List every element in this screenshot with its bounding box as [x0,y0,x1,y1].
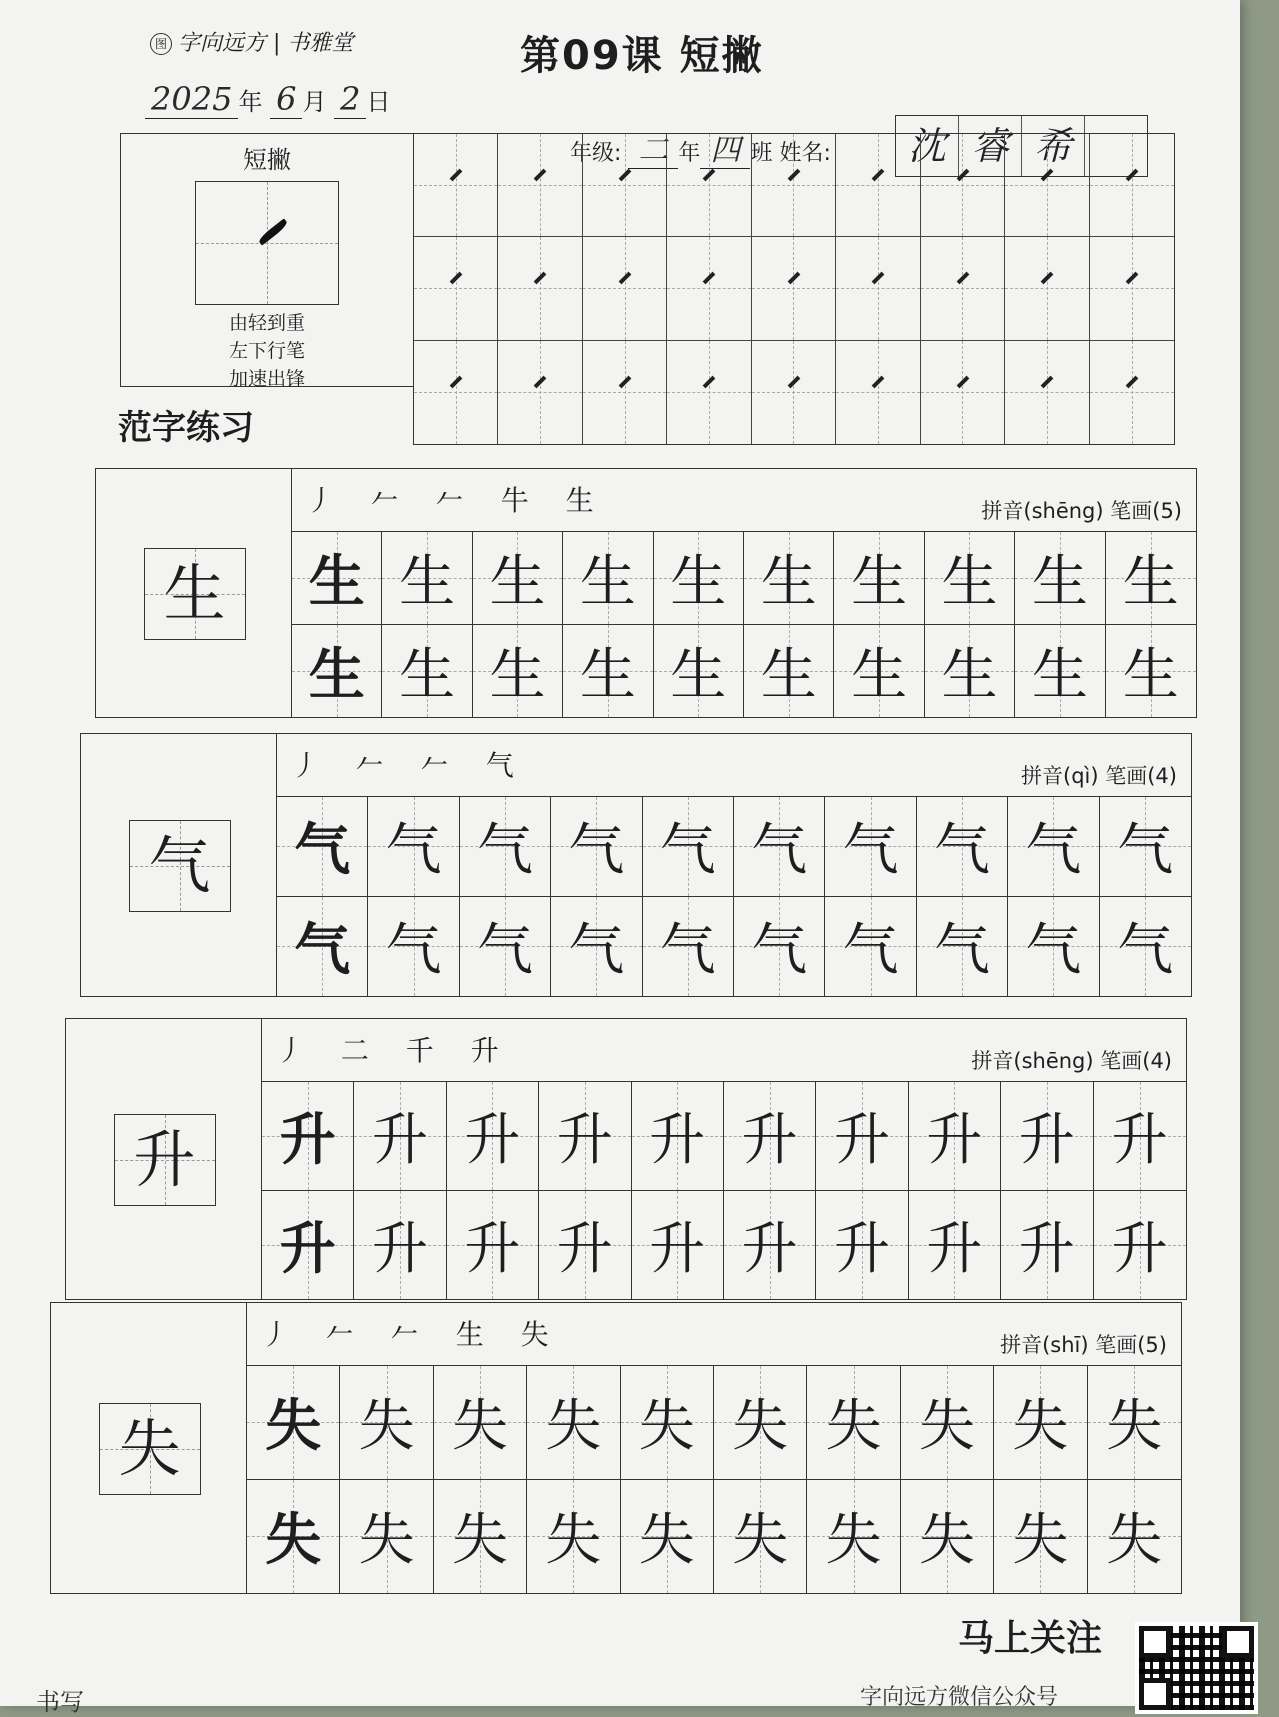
writing-cell[interactable] [563,532,653,625]
writing-cell[interactable] [807,1366,900,1480]
section-title: 范字练习 [118,408,254,448]
block-header [292,469,1196,532]
writing-cell[interactable] [527,1480,620,1594]
written-character: 气 [568,818,625,884]
written-character: 升 [279,1215,336,1282]
writing-cell[interactable] [909,1082,1001,1191]
written-character: 气 [751,918,808,984]
writing-cell[interactable] [434,1366,527,1480]
short-stroke-mark [872,376,885,389]
writing-cell[interactable] [807,1480,900,1594]
written-character: 生 [851,642,908,708]
written-character: 生 [670,549,727,615]
writing-cell[interactable] [262,1191,354,1300]
writing-cell[interactable] [368,797,459,897]
written-character: 升 [1111,1216,1168,1282]
writing-cell[interactable] [654,532,744,625]
short-stroke-mark [619,272,632,285]
writing-cell[interactable] [551,797,642,897]
short-stroke-mark [619,169,632,182]
writing-grid[interactable] [292,532,1196,717]
practice-cell[interactable] [752,341,836,444]
practice-cell[interactable] [1005,341,1089,444]
practice-cell[interactable] [836,237,920,340]
short-stroke-mark [619,376,632,389]
short-stroke-mark [1041,272,1054,285]
short-stroke-mark [534,272,547,285]
written-character: 失 [451,1394,508,1460]
short-stroke-mark [956,272,969,285]
writing-cell[interactable] [277,897,368,997]
practice-cell[interactable] [1005,134,1089,237]
name-label: 姓名: [779,141,831,166]
model-character: 升 [114,1114,216,1206]
writing-cell[interactable] [994,1480,1087,1594]
stroke-order: 丿 二 千 升 [276,1034,513,1067]
writing-cell[interactable] [1001,1191,1093,1300]
short-stroke-mark [450,169,463,182]
written-character: 失 [358,1394,415,1460]
writing-cell[interactable] [643,897,734,997]
writing-cell[interactable] [901,1480,994,1594]
written-character: 升 [1018,1216,1075,1282]
practice-cell[interactable] [752,134,836,237]
written-character: 生 [579,549,636,615]
written-character: 生 [670,642,727,708]
writing-cell[interactable] [621,1480,714,1594]
written-character: 气 [1117,918,1174,984]
writing-cell[interactable] [1094,1191,1186,1300]
practice-cell[interactable] [583,237,667,340]
practice-cell[interactable] [1090,134,1174,237]
written-character: 气 [933,818,990,884]
practice-cell[interactable] [836,341,920,444]
writing-cell[interactable] [816,1191,908,1300]
written-character: 气 [1025,918,1082,984]
written-character: 升 [556,1107,613,1173]
written-character: 气 [933,918,990,984]
writing-cell[interactable] [354,1191,446,1300]
practice-cell[interactable] [414,134,498,237]
written-character: 气 [842,818,899,884]
writing-cell[interactable] [925,625,1015,718]
written-character: 失 [638,1394,695,1460]
name-char-cell[interactable]: 希 [1022,116,1085,176]
short-stroke-mark [787,169,800,182]
writing-cell[interactable] [714,1480,807,1594]
written-character: 生 [941,549,998,615]
practice-cell[interactable] [921,237,1005,340]
short-stroke-mark [703,376,716,389]
practice-cell[interactable] [498,237,582,340]
written-character: 失 [1106,1394,1163,1460]
written-character: 气 [842,918,899,984]
stroke-order: 丿 𠂉 𠂉 生 失 [261,1318,563,1351]
writing-cell[interactable] [1015,625,1105,718]
model-character: 生 [144,548,246,640]
writing-cell[interactable] [1106,625,1196,718]
written-character: 气 [751,818,808,884]
short-stroke-mark [534,169,547,182]
writing-cell[interactable] [744,625,834,718]
writing-cell[interactable] [825,897,916,997]
written-character: 失 [732,1508,789,1574]
writing-cell[interactable] [527,1366,620,1480]
writing-cell[interactable] [551,897,642,997]
short-stroke-mark [450,376,463,389]
practice-cell[interactable] [836,134,920,237]
written-character: 生 [941,642,998,708]
writing-cell[interactable] [539,1082,631,1191]
model-area [81,734,277,996]
practice-cell[interactable] [414,237,498,340]
writing-cell[interactable] [825,797,916,897]
written-character: 生 [308,641,365,708]
written-character: 失 [265,1393,322,1460]
character-block [95,468,1197,718]
written-character: 失 [918,1508,975,1574]
writing-cell[interactable] [654,625,744,718]
written-character: 气 [568,918,625,984]
writing-cell[interactable] [277,797,368,897]
written-character: 气 [659,918,716,984]
grade-unit: 年 [678,141,701,166]
writing-cell[interactable] [447,1191,539,1300]
writing-cell[interactable] [460,897,551,997]
writing-cell[interactable] [834,625,924,718]
writing-cell[interactable] [714,1366,807,1480]
written-character: 气 [476,918,533,984]
short-stroke-mark [703,272,716,285]
written-character: 升 [649,1216,706,1282]
writing-cell[interactable] [724,1191,816,1300]
written-character: 升 [464,1216,521,1282]
grade-label: 年级: [570,141,622,166]
stroke-demo-box [195,181,339,305]
date-line [145,80,390,118]
brand-text: 字向远方 | 书雅堂 [178,31,354,56]
writing-cell[interactable] [734,897,825,997]
writing-cell[interactable] [292,625,382,718]
block-header [247,1303,1181,1366]
writing-cell[interactable] [901,1366,994,1480]
practice-area [262,1019,1186,1299]
date-month[interactable]: 6 [270,80,302,119]
written-character: 升 [556,1216,613,1282]
writing-cell[interactable] [447,1082,539,1191]
practice-cell[interactable] [1090,341,1174,444]
written-character: 失 [265,1507,322,1574]
stroke-name: 短撇 [243,146,291,174]
writing-cell[interactable] [354,1082,446,1191]
day-unit: 日 [366,88,391,116]
written-character: 失 [1012,1508,1069,1574]
short-stroke-mark [450,272,463,285]
written-character: 生 [399,642,456,708]
practice-cell[interactable] [1005,237,1089,340]
written-character: 气 [294,917,351,984]
stroke-tip: 由轻到重 [228,312,305,334]
short-stroke-mark [703,169,716,182]
pinyin-stroke-count: 拼音(shēng) 笔画(5) [981,499,1182,523]
model-area [66,1019,262,1299]
pinyin-stroke-count: 拼音(shēng) 笔画(4) [971,1049,1172,1073]
writing-cell[interactable] [563,625,653,718]
block-header [262,1019,1186,1082]
month-unit: 月 [302,88,327,116]
written-character: 生 [1122,549,1179,615]
writing-cell[interactable] [1088,1366,1181,1480]
writing-cell[interactable] [744,532,834,625]
grade-field[interactable]: 二 [628,133,678,169]
written-character: 生 [308,548,365,615]
written-character: 升 [1018,1107,1075,1173]
stroke-order: 丿 𠂉 𠂉 牛 生 [306,484,608,517]
practice-area [247,1303,1181,1593]
written-character: 生 [1122,642,1179,708]
wechat-label: 字向远方微信公众号 [860,1685,1059,1710]
short-stroke-mark [534,376,547,389]
written-character: 气 [385,918,442,984]
follow-label: 马上关注 [958,1618,1103,1659]
model-area [51,1303,247,1593]
written-character: 生 [489,549,546,615]
stroke-order: 丿 𠂉 𠂉 气 [291,749,528,782]
writing-cell[interactable] [262,1082,354,1191]
written-character: 失 [1106,1508,1163,1574]
practice-cell[interactable] [414,341,498,444]
name-char-cell[interactable]: 沈 [896,116,959,176]
writing-cell[interactable] [994,1366,1087,1480]
writing-cell[interactable] [1100,897,1191,997]
practice-cell[interactable] [583,134,667,237]
writing-cell[interactable] [909,1191,1001,1300]
practice-cell[interactable] [498,341,582,444]
written-character: 升 [372,1107,429,1173]
block-header [277,734,1191,797]
name-char-cell[interactable]: 睿 [959,116,1022,176]
written-character: 生 [1031,549,1088,615]
class-field[interactable]: 四 [700,133,750,169]
writing-cell[interactable] [1008,797,1099,897]
writing-cell[interactable] [1100,797,1191,897]
written-character: 生 [489,642,546,708]
writing-cell[interactable] [473,532,563,625]
writing-cell[interactable] [368,897,459,997]
writing-cell[interactable] [925,532,1015,625]
written-character: 气 [294,817,351,884]
written-character: 失 [638,1508,695,1574]
written-character: 生 [760,549,817,615]
practice-cell[interactable] [1090,237,1174,340]
written-character: 升 [926,1107,983,1173]
short-stroke-icon [257,218,289,245]
writing-cell[interactable] [1094,1082,1186,1191]
written-character: 升 [926,1216,983,1282]
short-stroke-mark [1041,376,1054,389]
writing-cell[interactable] [292,532,382,625]
short-stroke-mark [1126,169,1139,182]
pinyin-stroke-count: 拼音(qì) 笔画(4) [1021,764,1177,788]
written-character: 气 [385,818,442,884]
short-stroke-mark [956,376,969,389]
pinyin-stroke-count: 拼音(shī) 笔画(5) [1000,1333,1167,1357]
written-character: 升 [279,1106,336,1173]
written-character: 生 [760,642,817,708]
written-character: 气 [1025,818,1082,884]
practice-cell[interactable] [498,134,582,237]
written-character: 失 [1012,1394,1069,1460]
writing-cell[interactable] [247,1366,340,1480]
short-stroke-mark [787,272,800,285]
writing-grid[interactable] [277,797,1191,996]
written-character: 生 [399,549,456,615]
practice-cell[interactable] [583,341,667,444]
writing-cell[interactable] [1001,1082,1093,1191]
writing-cell[interactable] [539,1191,631,1300]
date-day[interactable]: 2 [334,80,366,119]
writing-cell[interactable] [724,1082,816,1191]
seal-icon: 图 [150,33,172,55]
written-character: 失 [825,1508,882,1574]
written-character: 升 [834,1107,891,1173]
writing-cell[interactable] [434,1480,527,1594]
class-unit: 班 [750,141,773,166]
date-year[interactable]: 2025 [145,80,238,119]
written-character: 升 [834,1216,891,1282]
stroke-tip: 加速出锋 [228,368,305,390]
written-character: 失 [358,1508,415,1574]
practice-cell[interactable] [667,341,751,444]
written-character: 失 [825,1394,882,1460]
qr-code-icon[interactable] [1135,1622,1258,1714]
written-character: 气 [1117,818,1174,884]
character-block [50,1302,1182,1594]
year-unit: 年 [238,88,263,116]
writing-cell[interactable] [632,1191,724,1300]
stroke-tip: 左下行笔 [228,340,305,362]
written-character: 升 [649,1107,706,1173]
writing-cell[interactable] [917,897,1008,997]
short-stroke-mark [1126,272,1139,285]
writing-cell[interactable] [917,797,1008,897]
writing-cell[interactable] [643,797,734,897]
practice-cell[interactable] [667,237,751,340]
model-area [96,469,292,717]
writing-grid[interactable] [262,1082,1186,1299]
written-character: 升 [741,1216,798,1282]
writing-cell[interactable] [340,1366,433,1480]
written-character: 生 [851,549,908,615]
stroke-practice-grid[interactable] [413,133,1175,445]
footer-left-text: 书写 [36,1688,84,1716]
writing-cell[interactable] [1015,532,1105,625]
written-character: 生 [579,642,636,708]
practice-cell[interactable] [921,341,1005,444]
written-character: 升 [741,1107,798,1173]
writing-cell[interactable] [460,797,551,897]
writing-cell[interactable] [1088,1480,1181,1594]
character-block [80,733,1192,997]
lesson-title: 第09课 短撇 [520,33,764,79]
model-character: 气 [129,820,231,912]
writing-cell[interactable] [382,625,472,718]
practice-cell[interactable] [921,134,1005,237]
writing-cell[interactable] [1106,532,1196,625]
practice-area [277,734,1191,996]
short-stroke-mark [872,169,885,182]
practice-area [292,469,1196,717]
short-stroke-mark [1126,376,1139,389]
written-character: 气 [659,818,716,884]
written-character: 失 [451,1508,508,1574]
short-stroke-mark [787,376,800,389]
written-character: 升 [464,1107,521,1173]
writing-cell[interactable] [834,532,924,625]
writing-cell[interactable] [473,625,563,718]
written-character: 生 [1031,642,1088,708]
written-character: 气 [476,818,533,884]
written-character: 失 [545,1394,602,1460]
written-character: 失 [545,1508,602,1574]
brand-logo [150,26,353,57]
character-block [65,1018,1187,1300]
writing-cell[interactable] [621,1366,714,1480]
written-character: 失 [918,1394,975,1460]
writing-cell[interactable] [247,1480,340,1594]
writing-cell[interactable] [1008,897,1099,997]
model-character: 失 [99,1403,201,1495]
written-character: 升 [1111,1107,1168,1173]
practice-cell[interactable] [667,134,751,237]
writing-cell[interactable] [816,1082,908,1191]
writing-cell[interactable] [734,797,825,897]
short-stroke-mark [872,272,885,285]
written-character: 失 [732,1394,789,1460]
short-stroke-mark [1041,169,1054,182]
written-character: 升 [372,1216,429,1282]
practice-cell[interactable] [752,237,836,340]
writing-cell[interactable] [340,1480,433,1594]
stroke-demo-panel [120,133,414,390]
writing-grid[interactable] [247,1366,1181,1593]
writing-cell[interactable] [382,532,472,625]
short-stroke-mark [956,169,969,182]
writing-cell[interactable] [632,1082,724,1191]
